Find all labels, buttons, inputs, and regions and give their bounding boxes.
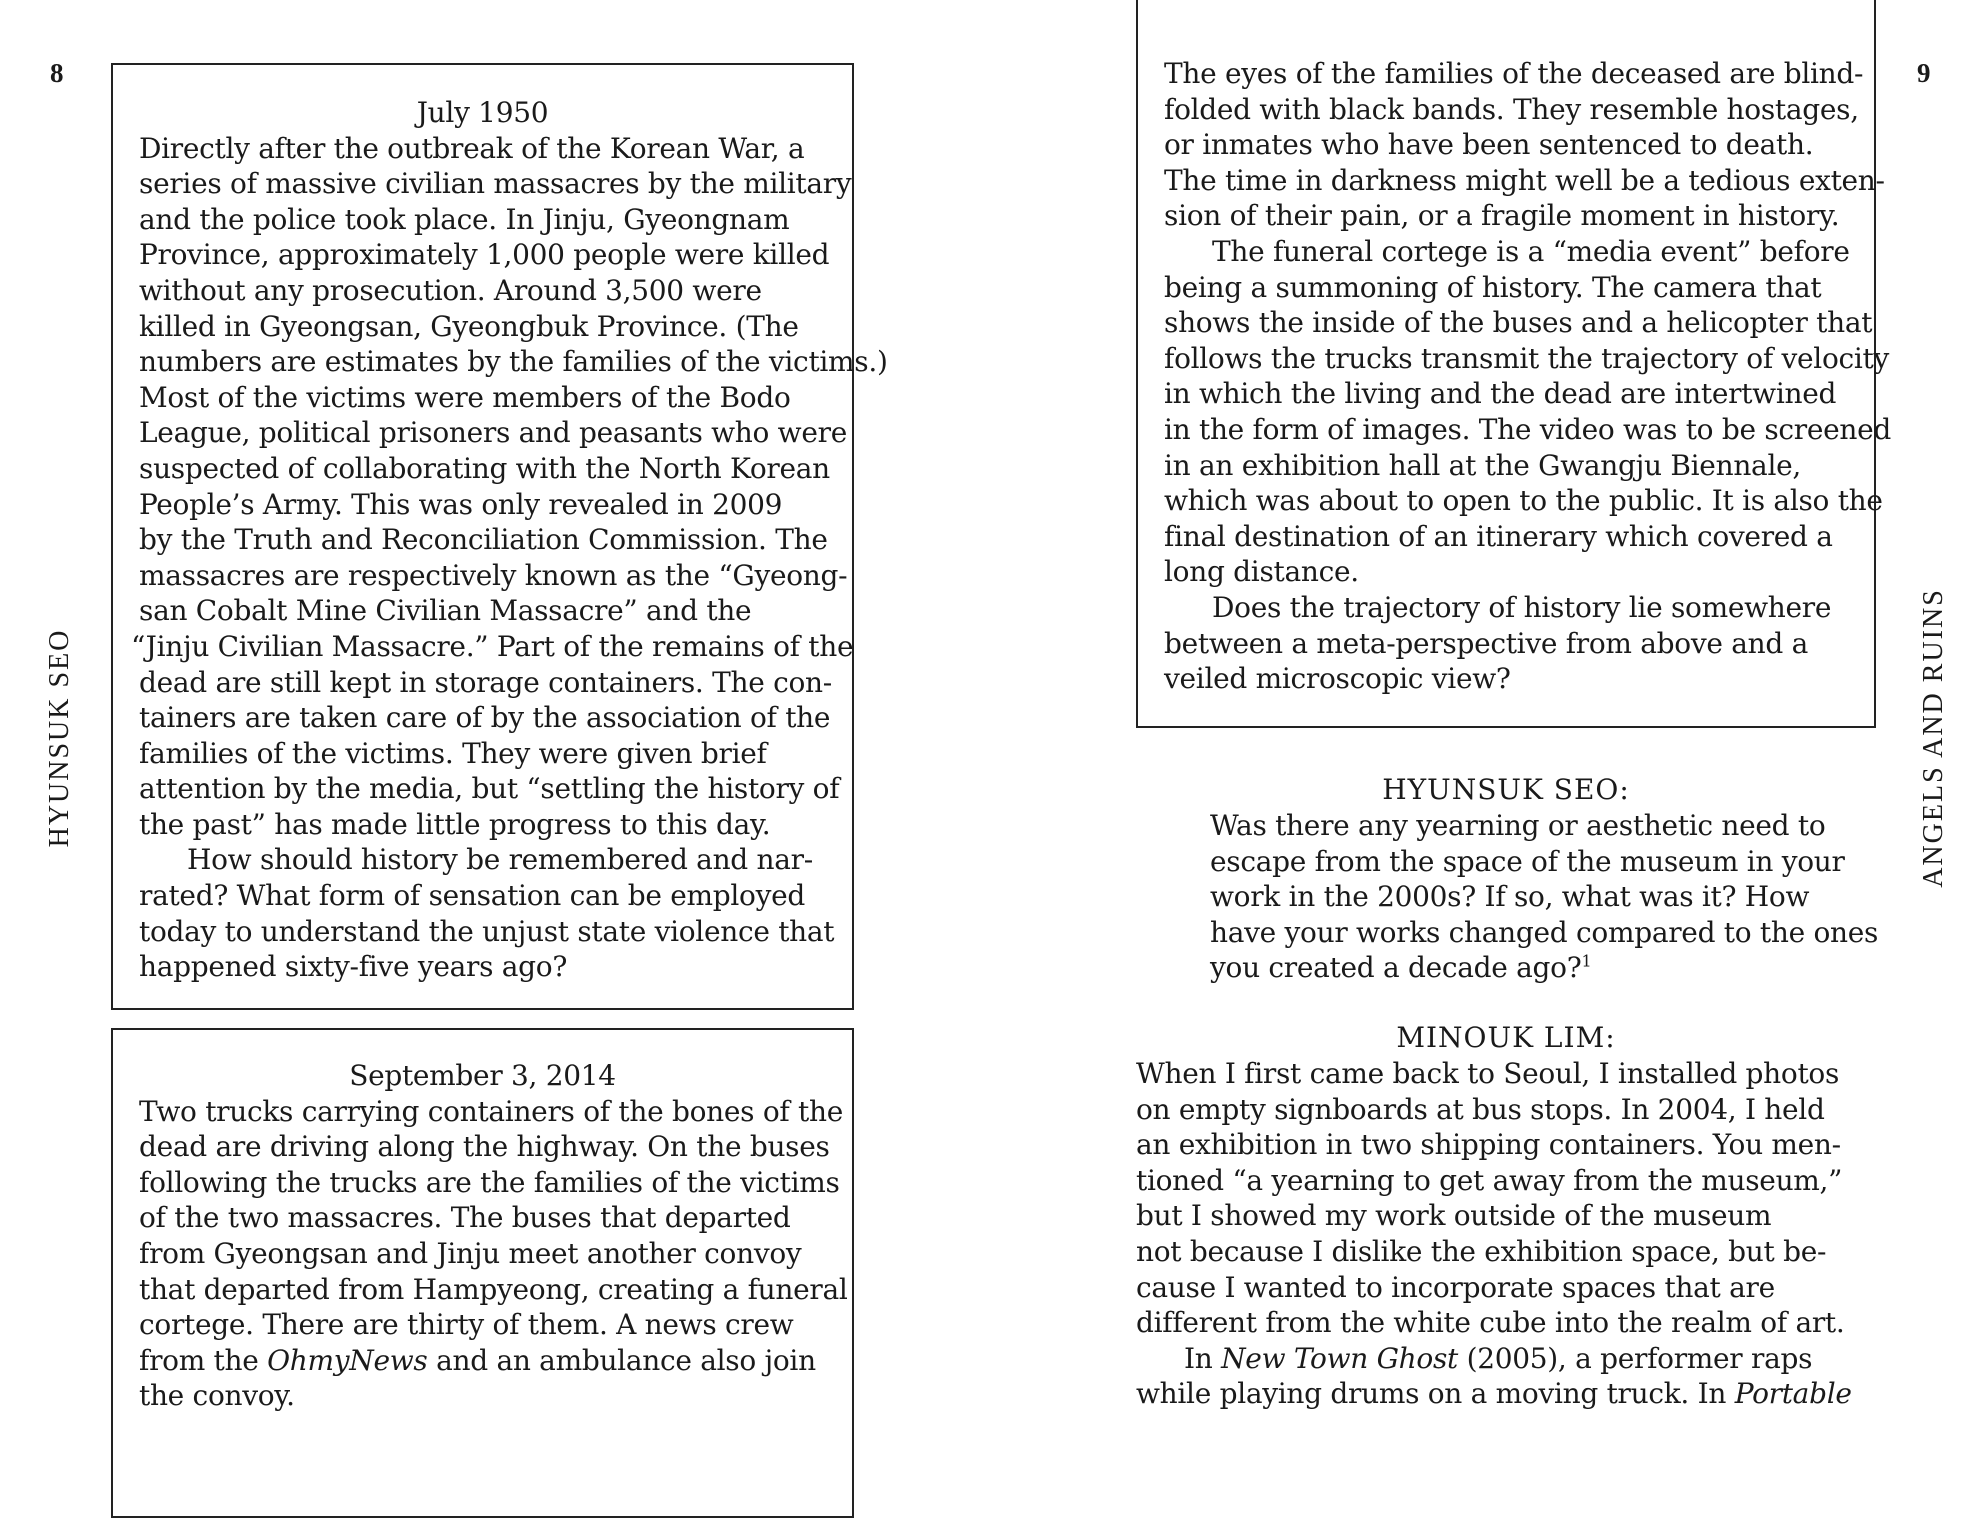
text-span: (2005), a performer raps [1458,1341,1813,1375]
text-line: attention by the media, but “settling the history of [139,772,840,806]
text-line: following the trucks are the families of the victims [139,1165,840,1199]
text-line: between a meta-perspective from above and a [1164,626,1808,660]
text-line: The funeral cortege is a “media event” before [1212,234,1850,268]
text-line: without any prosecution. Around 3,500 were [139,273,762,307]
text-line: san Cobalt Mine Civilian Massacre” and the [139,594,752,628]
page-number-left: 8 [50,58,64,88]
text-line: or inmates who have been sentenced to death. [1164,128,1814,162]
box-paragraph-3 [1164,590,1854,697]
text-line [139,1343,826,1379]
answer-paragraph [1136,1056,1852,1412]
text-line: dead are still kept in storage containers. The con- [139,665,832,699]
text-box-september-2014 [111,1028,854,1518]
text-line: massacres are respectively known as the “Gyeong- [139,558,848,592]
text-line: in which the living and the dead are intertwined [1164,377,1837,411]
italic-title: New Town Ghost [1221,1341,1458,1375]
text-line: being a summoning of history. The camera that [1164,270,1822,304]
text-line: Directly after the outbreak of the Korean War, a [139,131,805,165]
text-line: series of massive civilian massacres by the military [139,167,852,201]
text-line: Does the trajectory of history lie somewhere [1212,590,1832,624]
text-line: Province, approximately 1,000 people were killed [139,238,830,272]
text-line: How should history be remembered and nar- [187,843,813,877]
text-box-july-1950 [111,63,888,1010]
text-line: different from the white cube into the realm of art. [1136,1306,1845,1340]
text-line: long distance. [1164,555,1359,589]
text-line: not because I dislike the exhibition space, but be- [1136,1234,1827,1268]
text-line: League, political prisoners and peasants who were [139,416,847,450]
text-line: Was there any yearning or aesthetic need to [1210,809,1826,842]
text-line: The time in darkness might well be a tedious exten- [1164,163,1885,197]
text-line: rated? What form of sensation can be employed [139,879,805,913]
italic-title: OhmyNews [267,1343,428,1377]
text-line: When I first came back to Seoul, I installed photos [1136,1057,1840,1090]
text-line: from Gyeongsan and Jinju meet another convoy [139,1236,802,1270]
text-line [1136,1376,1852,1412]
text-line: Two trucks carrying containers of the bones of the [139,1094,844,1128]
speaker-heading-minouk-lim: MINOUK LIM: [1396,1021,1616,1054]
page-number-right: 9 [1917,58,1931,88]
text-span: In [1184,1341,1222,1375]
text-line: the past” has made little progress to this day. [139,807,771,841]
text-line: in an exhibition hall at the Gwangju Biennale, [1164,448,1801,482]
box-paragraph-2 [139,842,835,984]
text-line: numbers are estimates by the families of the victims.) [139,345,888,379]
text-line: work in the 2000s? If so, what was it? How [1210,880,1810,914]
text-line: dead are driving along the highway. On the buses [139,1130,830,1164]
text-line: families of the victims. They were given brief [139,736,767,770]
text-line: People’s Army. This was only revealed in 2009 [139,487,783,521]
text-line: which was about to open to the public. It is also the [1164,484,1883,518]
box-paragraph-1 [1164,56,1885,234]
box-paragraph-1 [131,131,888,843]
text-line: by the Truth and Reconciliation Commission. The [139,523,828,557]
text-line: on empty signboards at bus stops. In 2004, I held [1136,1092,1825,1126]
italic-title: Portable [1734,1377,1852,1411]
text-line: killed in Gyeongsan, Gyeongbuk Province. (The [139,309,799,343]
text-line [1136,1341,1852,1377]
box-paragraph [139,1094,848,1414]
text-box-continued [1136,0,1892,728]
text-line: of the two massacres. The buses that departed [139,1201,791,1235]
text-line: tioned “a yearning to get away from the museum,” [1136,1163,1843,1197]
text-span: while playing drums on a moving truck. In [1136,1377,1735,1411]
text-line: today to understand the unjust state violence that [139,914,835,948]
text-line: in the form of images. The video was to be screened [1164,412,1892,446]
text-line: folded with black bands. They resemble hostages, [1164,92,1859,126]
text-line: that departed from Hampyeong, creating a funeral [139,1272,848,1306]
running-head-left: HYUNSUK SEO [44,628,75,848]
text-line: tainers are taken care of by the association of the [139,701,831,735]
text-line: cause I wanted to incorporate spaces that are [1136,1270,1775,1304]
text-line: final destination of an itinerary which covered a [1164,519,1833,553]
text-line: “Jinju Civilian Massacre.” Part of the remains of the [131,629,854,663]
text-line: the convoy. [139,1379,295,1413]
text-span: from the [139,1343,268,1377]
text-line: follows the trucks transmit the trajectory of velocity [1164,341,1890,375]
text-line: happened sixty-five years ago? [139,950,568,984]
box-title: September 3, 2014 [349,1059,616,1092]
text-line: escape from the space of the museum in your [1210,844,1845,878]
text-line: sion of their pain, or a fragile moment in history. [1164,199,1840,233]
footnote-marker: 1 [1581,952,1592,972]
text-line: and the police took place. In Jinju, Gyeongnam [139,202,790,236]
running-head-right: ANGELS AND RUINS [1918,588,1949,888]
text-line: suspected of collaborating with the North Korean [139,451,830,485]
text-line: cortege. There are thirty of them. A news crew [139,1308,794,1342]
text-line: Most of the victims were members of the Bodo [139,380,791,414]
speaker-heading-hyunsuk-seo: HYUNSUK SEO: [1382,773,1630,806]
question-paragraph [1210,808,1878,986]
text-line: an exhibition in two shipping containers. You men- [1136,1128,1841,1162]
text-span: and an ambulance also join [427,1343,816,1377]
text-line: The eyes of the families of the deceased are blind- [1164,57,1864,90]
text-line: but I showed my work outside of the museum [1136,1199,1772,1233]
text-span: you created a decade ago? [1210,951,1582,985]
box-paragraph-2 [1164,234,1892,590]
text-line [1210,950,1878,986]
text-line: shows the inside of the buses and a helicopter that [1164,306,1873,340]
box-title: July 1950 [416,96,549,129]
text-line: have your works changed compared to the ones [1210,915,1879,949]
text-line: veiled microscopic view? [1164,662,1511,696]
